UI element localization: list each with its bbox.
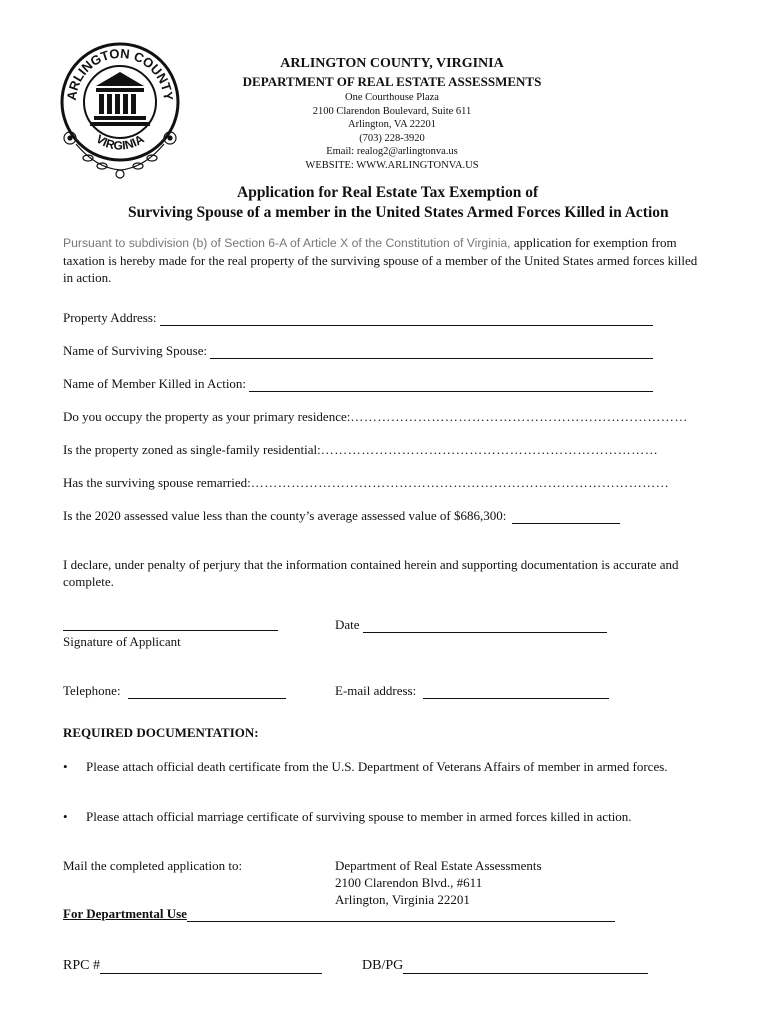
email-line: Email: realog2@arlingtonva.us xyxy=(326,146,458,158)
form-title-line1: Application for Real Estate Tax Exemption of xyxy=(237,184,539,201)
property-address-label: Property Address: xyxy=(63,310,157,325)
mail-address-line: Arlington, Virginia 22201 xyxy=(335,892,470,907)
question-row xyxy=(63,475,670,491)
mail-address-line: Department of Real Estate Assessments xyxy=(335,858,542,873)
telephone-row xyxy=(63,683,286,699)
date-label: Date xyxy=(335,617,360,632)
phone-line: (703) 228-3920 xyxy=(359,132,425,144)
question-remarried: Has the surviving spouse remarried: xyxy=(63,475,251,490)
address-line: 2100 Clarendon Boulevard, Suite 611 xyxy=(312,105,472,117)
rpc-field[interactable] xyxy=(100,960,322,974)
mail-label: Mail the completed application to: xyxy=(63,858,243,873)
leader-dots: ………………………………………………………………………………… xyxy=(250,475,670,490)
leader-dots: ………………………………………………………………… xyxy=(320,442,659,457)
signature-label: Signature of Applicant xyxy=(63,634,181,649)
address-line: Arlington, VA 22201 xyxy=(348,119,436,131)
address-line: One Courthouse Plaza xyxy=(345,92,439,103)
departmental-use-label: For Departmental Use xyxy=(63,906,187,921)
surviving-spouse-label: Name of Surviving Spouse: xyxy=(63,343,208,358)
member-killed-field[interactable] xyxy=(249,378,653,392)
form-title-line2: Surviving Spouse of a member in the United States Armed Forces Killed in Action xyxy=(128,204,669,221)
department-heading: DEPARTMENT OF REAL ESTATE ASSESSMENTS xyxy=(242,74,542,89)
intro-text: application for exemption from taxation is hereby made for the real property of the surviving spouse of a member of the United States armed forces killed in action. xyxy=(63,235,698,285)
question-single-family: Is the property zoned as single-family residential: xyxy=(63,442,321,457)
mail-address-line: 2100 Clarendon Blvd., #611 xyxy=(335,875,483,890)
list-item xyxy=(63,808,703,825)
email-label: E-mail address: xyxy=(335,683,417,698)
intro-paragraph xyxy=(63,234,703,286)
email-field[interactable] xyxy=(423,685,609,699)
question-row xyxy=(63,409,688,425)
question-row xyxy=(63,508,653,524)
telephone-label: Telephone: xyxy=(63,683,121,698)
departmental-use-row xyxy=(63,906,615,922)
rpc-label: RPC # xyxy=(63,958,100,973)
website-line: WEBSITE: WWW.ARLINGTONVA.US xyxy=(305,159,479,171)
signature-field[interactable] xyxy=(63,617,278,631)
question-primary-residence: Do you occupy the property as your primary residence: xyxy=(63,409,351,424)
dbpg-field[interactable] xyxy=(403,960,648,974)
seal-bottom-text: VIRGINIA xyxy=(93,131,147,153)
dbpg-label: DB/PG xyxy=(362,958,404,973)
question-assessed-value: Is the 2020 assessed value less than the county’s average assessed value of $686,300: xyxy=(63,508,507,523)
date-field[interactable] xyxy=(363,619,607,633)
dbpg-row xyxy=(362,958,648,974)
intro-citation: Pursuant to subdivision (b) of Section 6-A of Article X of the Constitution of Virginia, xyxy=(63,236,511,250)
member-killed-label: Name of Member Killed in Action: xyxy=(63,376,247,391)
seal-top-text: ARLINGTON COUNTY xyxy=(63,45,177,102)
list-item xyxy=(63,758,683,775)
property-address-field[interactable] xyxy=(160,312,653,326)
telephone-field[interactable] xyxy=(128,685,286,699)
rpc-row xyxy=(63,958,322,974)
date-row xyxy=(335,617,607,633)
required-doc-death-certificate: Please attach official death certificate from the U.S. Department of Veterans Affairs of member in armed forces. xyxy=(86,759,668,774)
declaration-text: I declare, under penalty of perjury that the information contained herein and supporting documentation is accurate and complete. xyxy=(63,557,679,589)
assessed-value-answer-field[interactable] xyxy=(512,510,620,524)
email-row xyxy=(335,683,609,699)
mail-address xyxy=(335,857,542,908)
required-doc-marriage-certificate: Please attach official marriage certificate of surviving spouse to member in armed forces killed in action. xyxy=(86,809,632,824)
property-address-row xyxy=(63,310,653,326)
surviving-spouse-row xyxy=(63,343,653,359)
member-killed-row xyxy=(63,376,653,392)
bullet-icon: • xyxy=(63,809,68,824)
question-row xyxy=(63,442,659,458)
department-address xyxy=(7,91,777,173)
county-heading: ARLINGTON COUNTY, VIRGINIA xyxy=(280,56,504,71)
departmental-use-line xyxy=(187,908,615,922)
required-docs-heading: REQUIRED DOCUMENTATION: xyxy=(63,725,259,740)
leader-dots: ………………………………………………………………… xyxy=(350,409,688,424)
surviving-spouse-field[interactable] xyxy=(210,345,653,359)
bullet-icon: • xyxy=(63,759,68,774)
